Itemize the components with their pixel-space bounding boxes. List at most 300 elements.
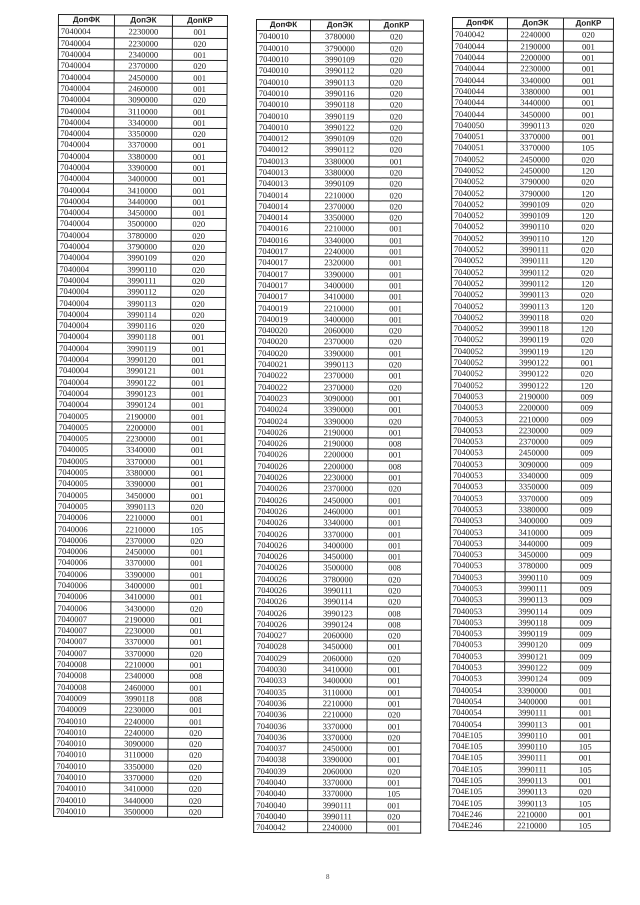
table-row xyxy=(57,308,226,320)
table-row xyxy=(254,776,421,788)
cell-dopkr: 020 xyxy=(563,199,613,211)
cell-dopkr: 001 xyxy=(560,809,610,821)
cell-dopfk: 7040006 xyxy=(55,545,111,557)
cell-dopfk: 7040022 xyxy=(255,381,309,392)
table-row xyxy=(449,707,610,719)
cell-dopkr: 001 xyxy=(368,540,422,551)
cell-dopek: 3380000 xyxy=(507,86,563,98)
cell-dopfk: 7040054 xyxy=(449,695,504,707)
table-row xyxy=(450,594,611,606)
cell-dopek: 3370000 xyxy=(308,731,367,743)
cell-dopkr: 020 xyxy=(563,221,613,233)
table-row xyxy=(451,243,612,255)
cell-dopkr: 001 xyxy=(369,257,423,268)
cell-dopfk: 704E105 xyxy=(449,752,504,764)
cell-dopkr: 008 xyxy=(168,693,223,705)
cell-dopek: 3990118 xyxy=(506,311,562,323)
cell-dopfk: 7040052 xyxy=(451,266,506,278)
table-row xyxy=(256,99,423,111)
cell-dopek: 3370000 xyxy=(111,647,169,659)
cell-dopkr: 020 xyxy=(169,648,224,660)
cell-dopkr: 020 xyxy=(563,29,613,41)
table-row xyxy=(255,325,422,337)
cell-dopfk: 7040010 xyxy=(54,771,110,783)
table-row xyxy=(55,568,224,580)
cell-dopfk: 7040050 xyxy=(452,119,507,131)
cell-dopkr: 001 xyxy=(368,370,422,381)
cell-dopek: 3990113 xyxy=(507,119,563,131)
cell-dopek: 2060000 xyxy=(308,652,367,664)
cell-dopkr: 001 xyxy=(560,696,610,708)
cell-dopfk: 7040004 xyxy=(58,116,114,128)
cell-dopkr: 001 xyxy=(172,49,227,61)
table-row xyxy=(254,607,421,619)
cell-dopkr: 001 xyxy=(169,557,224,569)
table-row xyxy=(451,277,612,289)
table-row xyxy=(450,526,611,538)
cell-dopek: 3370000 xyxy=(308,777,367,789)
cell-dopkr: 105 xyxy=(560,797,610,809)
cell-dopek: 3410000 xyxy=(111,591,169,603)
cell-dopek: 3390000 xyxy=(114,162,172,174)
cell-dopfk: 7040044 xyxy=(452,97,507,109)
cell-dopek: 3400000 xyxy=(505,515,561,527)
cell-dopek: 2460000 xyxy=(110,681,168,693)
cell-dopkr: 001 xyxy=(368,314,422,325)
cell-dopek: 2370000 xyxy=(111,534,169,546)
cell-dopkr: 020 xyxy=(172,38,227,50)
cell-dopkr: 008 xyxy=(368,438,422,449)
cell-dopek: 2230000 xyxy=(114,26,172,38)
table-row xyxy=(256,257,423,269)
table-row xyxy=(55,534,224,546)
cell-dopkr: 020 xyxy=(368,325,422,336)
cell-dopek: 2240000 xyxy=(110,715,168,727)
table-row xyxy=(254,618,421,630)
table-row xyxy=(450,673,611,685)
cell-dopkr: 009 xyxy=(561,538,611,550)
cell-dopfk: 7040004 xyxy=(58,139,114,151)
cell-dopkr: 001 xyxy=(170,388,225,400)
cell-dopek: 3990119 xyxy=(505,628,561,640)
cell-dopkr: 001 xyxy=(170,411,225,423)
cell-dopkr: 020 xyxy=(562,244,612,256)
table-row xyxy=(256,144,423,156)
cell-dopfk: 7040016 xyxy=(256,234,310,245)
cell-dopek: 3380000 xyxy=(112,467,170,479)
cell-dopkr: 120 xyxy=(562,255,612,267)
table-row xyxy=(451,447,612,459)
table-row xyxy=(54,692,223,704)
cell-dopek: 2370000 xyxy=(309,381,368,393)
cell-dopek: 3990119 xyxy=(310,110,369,122)
table-row xyxy=(451,266,612,278)
cell-dopek: 2450000 xyxy=(114,71,172,83)
cell-dopek: 3990113 xyxy=(504,775,560,787)
table-row xyxy=(449,820,610,832)
table-row xyxy=(58,71,227,83)
table-row xyxy=(256,245,423,257)
table-row xyxy=(450,661,611,673)
cell-dopkr: 120 xyxy=(563,210,613,222)
table-row xyxy=(451,413,612,425)
cell-dopkr: 001 xyxy=(170,433,225,445)
cell-dopek: 3370000 xyxy=(111,636,169,648)
cell-dopfk: 7040053 xyxy=(450,537,505,549)
cell-dopkr: 001 xyxy=(367,720,421,731)
table-row xyxy=(451,356,612,368)
table-row xyxy=(256,53,423,65)
cell-dopek: 2210000 xyxy=(506,413,562,425)
cell-dopfk: 7040053 xyxy=(451,402,506,414)
cell-dopek: 3990113 xyxy=(504,786,560,798)
cell-dopkr: 001 xyxy=(367,664,421,675)
cell-dopkr: 020 xyxy=(368,415,422,426)
cell-dopek: 2370000 xyxy=(309,370,368,382)
cell-dopek: 3990113 xyxy=(505,594,561,606)
cell-dopfk: 7040022 xyxy=(255,370,309,381)
cell-dopek: 3990122 xyxy=(310,121,369,133)
cell-dopfk: 7040004 xyxy=(57,286,113,298)
cell-dopfk: 7040036 xyxy=(254,697,308,708)
cell-dopfk: 7040017 xyxy=(256,245,310,256)
cell-dopek: 3990109 xyxy=(310,133,369,145)
cell-dopfk: 7040026 xyxy=(255,483,309,494)
cell-dopkr: 020 xyxy=(368,359,422,370)
cell-dopfk: 7040013 xyxy=(256,178,310,189)
table-row xyxy=(450,605,611,617)
cell-dopek: 3370000 xyxy=(308,788,367,800)
cell-dopkr: 001 xyxy=(169,625,224,637)
cell-dopfk: 7040004 xyxy=(57,308,113,320)
table-row xyxy=(256,132,423,144)
cell-dopkr: 001 xyxy=(171,207,226,219)
cell-dopkr: 009 xyxy=(561,662,611,674)
table-row xyxy=(55,602,224,614)
cell-dopek: 3990122 xyxy=(506,368,562,380)
table-row xyxy=(450,616,611,628)
cell-dopfk: 7040004 xyxy=(58,161,114,173)
cell-dopfk: 7040020 xyxy=(255,336,309,347)
cell-dopkr: 008 xyxy=(367,607,421,618)
table-row xyxy=(255,302,422,314)
table-row xyxy=(256,234,423,246)
cell-dopek: 3410000 xyxy=(308,664,367,676)
table-row xyxy=(256,178,423,190)
cell-dopek: 3990111 xyxy=(505,583,561,595)
cell-dopfk: 7040010 xyxy=(256,76,310,87)
table-row xyxy=(451,424,612,436)
cell-dopek: 3990112 xyxy=(506,278,562,290)
cell-dopkr: 001 xyxy=(169,512,224,524)
cell-dopfk: 7040005 xyxy=(56,455,112,467)
table-row xyxy=(255,528,422,540)
cell-dopek: 2230000 xyxy=(112,433,170,445)
cell-dopfk: 7040020 xyxy=(255,325,309,336)
cell-dopfk: 7040004 xyxy=(58,48,114,60)
cell-dopek: 3990119 xyxy=(506,345,562,357)
table-row xyxy=(451,255,612,267)
cell-dopkr: 020 xyxy=(169,535,224,547)
cell-dopek: 2210000 xyxy=(308,697,367,709)
cell-dopek: 3110000 xyxy=(308,686,367,698)
cell-dopkr: 001 xyxy=(563,97,613,109)
cell-dopek: 3790000 xyxy=(507,176,563,188)
table-row xyxy=(54,670,223,682)
cell-dopfk: 704E105 xyxy=(449,786,504,798)
table-row xyxy=(255,517,422,529)
cell-dopfk: 7040004 xyxy=(57,184,113,196)
cell-dopek: 3990122 xyxy=(506,357,562,369)
cell-dopfk: 7040005 xyxy=(56,444,112,456)
cell-dopkr: 001 xyxy=(170,399,225,411)
table-row xyxy=(255,358,422,370)
cell-dopek: 2210000 xyxy=(111,523,169,535)
cell-dopfk: 7040053 xyxy=(450,503,505,515)
cell-dopfk: 7040004 xyxy=(57,207,113,219)
cell-dopek: 3990111 xyxy=(308,799,367,811)
cell-dopkr: 001 xyxy=(170,490,225,502)
table-header-row xyxy=(58,15,227,27)
cell-dopek: 3990110 xyxy=(507,232,563,244)
table-row xyxy=(58,26,227,38)
cell-dopkr: 020 xyxy=(172,60,227,72)
cell-dopek: 3380000 xyxy=(114,150,172,162)
cell-dopkr: 001 xyxy=(170,467,225,479)
cell-dopfk: 7040036 xyxy=(254,720,308,731)
cell-dopfk: 7040007 xyxy=(55,636,111,648)
cell-dopek: 3370000 xyxy=(114,139,172,151)
cell-dopfk: 7040004 xyxy=(57,173,113,185)
cell-dopfk: 7040053 xyxy=(450,639,505,651)
table-row xyxy=(56,421,225,433)
table-header-row xyxy=(452,18,613,30)
cell-dopek: 3090000 xyxy=(110,738,168,750)
cell-dopek: 2450000 xyxy=(309,494,368,506)
cell-dopfk: 7040004 xyxy=(56,365,112,377)
cell-dopkr: 020 xyxy=(169,501,224,513)
cell-dopfk: 704E105 xyxy=(449,763,504,775)
table-row xyxy=(58,161,227,173)
table-row xyxy=(254,686,421,698)
cell-dopfk: 7040053 xyxy=(450,526,505,538)
cell-dopfk: 7040013 xyxy=(256,166,310,177)
cell-dopkr: 001 xyxy=(172,151,227,163)
table-row xyxy=(254,663,421,675)
table-row xyxy=(55,545,224,557)
cell-dopfk: 7040052 xyxy=(451,289,506,301)
cell-dopek: 3370000 xyxy=(309,528,368,540)
cell-dopek: 3430000 xyxy=(111,602,169,614)
cell-dopek: 2370000 xyxy=(309,336,368,348)
cell-dopek: 3090000 xyxy=(309,392,368,404)
cell-dopek: 3990111 xyxy=(506,255,562,267)
cell-dopek: 2340000 xyxy=(110,670,168,682)
cell-dopfk: 7040005 xyxy=(56,410,112,422)
cell-dopfk: 7040052 xyxy=(451,255,506,267)
table-row xyxy=(254,675,421,687)
table-row xyxy=(451,402,612,414)
cell-dopkr: 120 xyxy=(563,233,613,245)
table-row xyxy=(54,771,223,783)
table-row xyxy=(54,726,223,738)
cell-dopkr: 020 xyxy=(369,212,423,223)
cell-dopkr: 020 xyxy=(367,811,421,822)
cell-dopek: 3990110 xyxy=(504,741,560,753)
cell-dopek: 2450000 xyxy=(308,743,367,755)
cell-dopfk: 7040053 xyxy=(450,548,505,560)
cell-dopfk: 7040010 xyxy=(54,760,110,772)
table-row xyxy=(256,155,423,167)
cell-dopfk: 7040051 xyxy=(452,130,507,142)
cell-dopkr: 020 xyxy=(369,54,423,65)
cell-dopfk: 7040005 xyxy=(55,500,111,512)
cell-dopfk: 7040004 xyxy=(57,252,113,264)
cell-dopfk: 7040052 xyxy=(451,323,506,335)
cell-dopkr: 020 xyxy=(169,603,224,615)
cell-dopek: 3990112 xyxy=(113,286,171,298)
table-row xyxy=(56,478,225,490)
cell-dopek: 3450000 xyxy=(308,641,367,653)
cell-dopkr: 001 xyxy=(169,614,224,626)
cell-dopek: 2210000 xyxy=(308,709,367,721)
cell-dopek: 2240000 xyxy=(308,822,367,834)
cell-dopfk: 7040026 xyxy=(255,573,309,584)
cell-dopkr: 008 xyxy=(368,460,422,471)
cell-dopek: 2240000 xyxy=(110,727,168,739)
cell-dopkr: 001 xyxy=(368,506,422,517)
cell-dopkr: 001 xyxy=(367,822,421,833)
table-row xyxy=(452,187,613,199)
cell-dopkr: 020 xyxy=(368,483,422,494)
cell-dopek: 3340000 xyxy=(309,517,368,529)
table-row xyxy=(58,60,227,72)
table-row xyxy=(452,108,613,120)
table-row xyxy=(450,503,611,515)
table-row xyxy=(449,752,610,764)
cell-dopfk: 7040009 xyxy=(54,692,110,704)
cell-dopkr: 001 xyxy=(172,106,227,118)
cell-dopkr: 020 xyxy=(369,178,423,189)
cell-dopfk: 7040006 xyxy=(55,579,111,591)
cell-dopkr: 001 xyxy=(168,659,223,671)
table-row xyxy=(451,390,612,402)
cell-dopek: 3990123 xyxy=(308,607,367,619)
cell-dopkr: 001 xyxy=(170,422,225,434)
cell-dopek: 3990116 xyxy=(310,87,369,99)
cell-dopek: 2230000 xyxy=(110,704,168,716)
cell-dopfk: 7040026 xyxy=(255,449,309,460)
table-row xyxy=(452,130,613,142)
cell-dopkr: 001 xyxy=(170,365,225,377)
header-dopek: ДопЭК xyxy=(114,15,172,27)
cell-dopek: 3990111 xyxy=(308,810,367,822)
cell-dopfk: 7040004 xyxy=(56,387,112,399)
table-row xyxy=(56,432,225,444)
cell-dopfk: 7040009 xyxy=(54,704,110,716)
cell-dopkr: 020 xyxy=(172,128,227,140)
table-row xyxy=(254,765,421,777)
cell-dopek: 2460000 xyxy=(114,83,172,95)
cell-dopkr: 020 xyxy=(168,749,223,761)
cell-dopkr: 020 xyxy=(560,786,610,798)
cell-dopkr: 001 xyxy=(170,444,225,456)
cell-dopfk: 7040014 xyxy=(256,200,310,211)
cell-dopek: 2200000 xyxy=(507,52,563,64)
cell-dopkr: 001 xyxy=(168,704,223,716)
table-row xyxy=(254,652,421,664)
cell-dopkr: 001 xyxy=(369,280,423,291)
cell-dopek: 2450000 xyxy=(506,447,562,459)
cell-dopfk: 7040010 xyxy=(54,715,110,727)
table-row xyxy=(452,51,613,63)
cell-dopfk: 7040040 xyxy=(254,810,308,821)
cell-dopek: 2450000 xyxy=(507,153,563,165)
cell-dopfk: 7040010 xyxy=(54,737,110,749)
table-row xyxy=(56,466,225,478)
cell-dopfk: 7040026 xyxy=(255,471,309,482)
cell-dopfk: 7040052 xyxy=(451,277,506,289)
table-row xyxy=(449,774,610,786)
cell-dopfk: 7040051 xyxy=(452,142,507,154)
cell-dopek: 3990122 xyxy=(112,376,170,388)
cell-dopfk: 7040010 xyxy=(256,53,310,64)
cell-dopkr: 020 xyxy=(171,230,226,242)
cell-dopfk: 7040044 xyxy=(452,108,507,120)
table-row xyxy=(58,105,227,117)
table-row xyxy=(255,573,422,585)
cell-dopfk: 7040005 xyxy=(56,432,112,444)
cell-dopfk: 7040052 xyxy=(452,164,507,176)
table-row xyxy=(255,392,422,404)
cell-dopek: 3110000 xyxy=(114,105,172,117)
table-row xyxy=(452,232,613,244)
cell-dopfk: 7040042 xyxy=(254,822,308,833)
cell-dopfk: 7040052 xyxy=(451,345,506,357)
cell-dopfk: 7040040 xyxy=(254,788,308,799)
table-row xyxy=(256,121,423,133)
table-row xyxy=(254,584,421,596)
cell-dopek: 3990113 xyxy=(309,359,368,371)
cell-dopkr: 001 xyxy=(368,393,422,404)
cell-dopkr: 001 xyxy=(169,546,224,558)
cell-dopek: 3990120 xyxy=(112,354,170,366)
cell-dopkr: 001 xyxy=(563,86,613,98)
cell-dopkr: 020 xyxy=(369,167,423,178)
cell-dopfk: 7040006 xyxy=(55,534,111,546)
cell-dopkr: 001 xyxy=(560,775,610,787)
cell-dopkr: 001 xyxy=(367,777,421,788)
table-row xyxy=(256,87,423,99)
cell-dopfk: 7040004 xyxy=(57,263,113,275)
cell-dopek: 3450000 xyxy=(507,108,563,120)
cell-dopek: 3990122 xyxy=(505,662,561,674)
table-row xyxy=(256,268,423,280)
cell-dopfk: 7040010 xyxy=(256,110,310,121)
cell-dopfk: 7040004 xyxy=(57,218,113,230)
cell-dopek: 3090000 xyxy=(114,94,172,106)
table-row xyxy=(450,469,611,481)
table-row xyxy=(56,376,225,388)
cell-dopfk: 7040019 xyxy=(255,302,309,313)
table-row xyxy=(254,799,421,811)
table-row xyxy=(450,537,611,549)
table-row xyxy=(449,808,610,820)
cell-dopkr: 001 xyxy=(368,551,422,562)
cell-dopfk: 7040017 xyxy=(256,291,310,302)
cell-dopek: 3370000 xyxy=(110,772,168,784)
cell-dopek: 3110000 xyxy=(110,749,168,761)
